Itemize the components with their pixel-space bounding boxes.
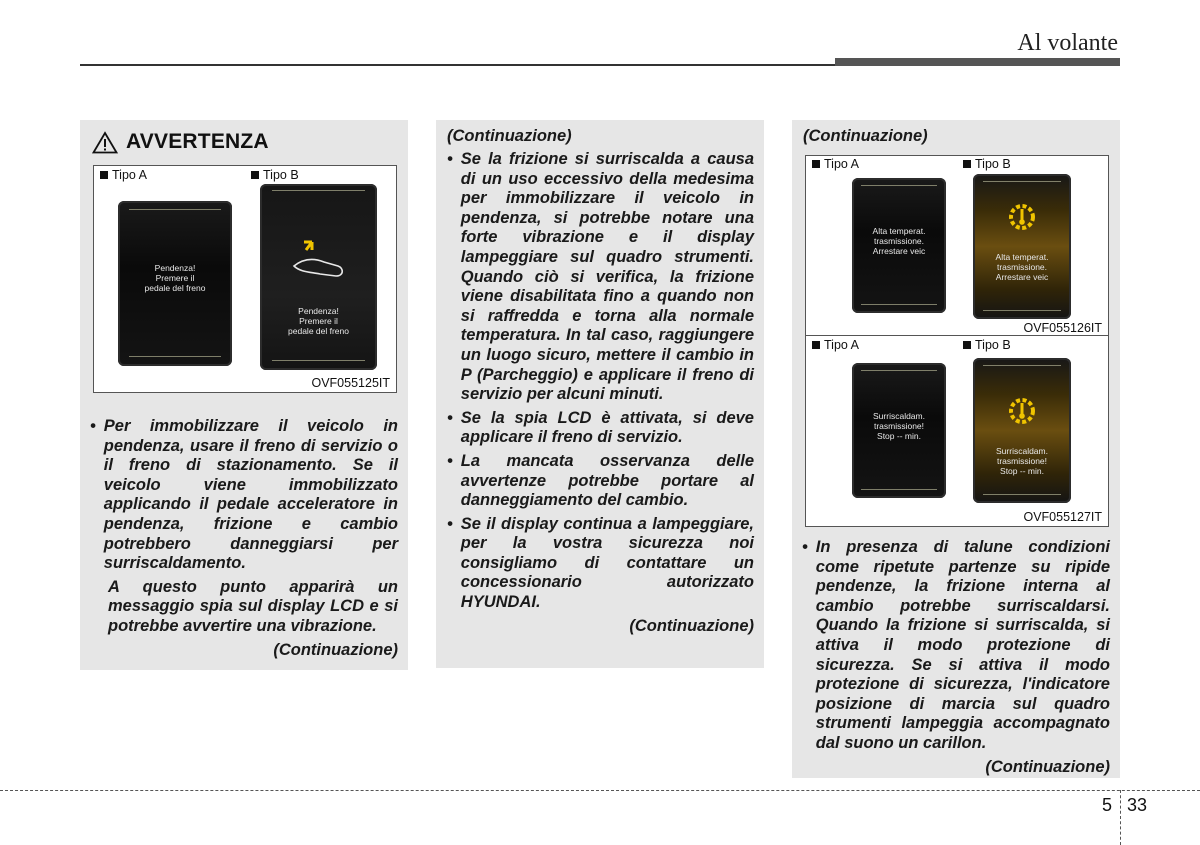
figure-label-tipo-a: Tipo A <box>812 157 859 171</box>
section-number: 5 <box>1102 795 1113 815</box>
figure-pendenza <box>93 165 397 393</box>
figure-surriscaldamento <box>805 335 1109 527</box>
figure-label-tipo-a: Tipo A <box>812 338 859 352</box>
list-item: • Per immobilizzare il veicolo in pendenza, usare il freno di servizio o il freno di stazionamento. Se il veicolo viene immobilizzato applicando il pedale acceleratore in pendenza, frizione e cambio potrebbero danneggiarsi per surriscaldamento. <box>90 417 398 573</box>
transmission-temperature-icon <box>1007 396 1037 426</box>
lcd-screen-tipo-a <box>118 201 232 366</box>
continuation-panel-3 <box>792 120 1120 778</box>
lcd-message: Pendenza! Premere il pedale del freno <box>144 263 206 293</box>
continuation-panel-2 <box>436 120 764 668</box>
lcd-screen-tipo-b <box>260 184 377 370</box>
continued-label: (Continuazione) <box>629 616 754 635</box>
list-item: • In presenza di talune condizioni come ripetute partenze su ripide pendenze, la frizione interna al cambio potrebbe surriscaldarsi. Quando la frizione si surriscalda, si attiva il modo protezione di sicurezza. Se si attiva il modo protezione di sicurezza, l'indicatore posizione di marcia sul quadro strumenti lampeggia accompagnato dal suono un carillon. <box>802 538 1110 752</box>
warning-panel <box>80 120 408 670</box>
lcd-message: Alta temperat. trasmissione. Arrestare veic <box>995 252 1049 282</box>
list-item: • Se la spia LCD è attivata, si deve applicare il freno di servizio. <box>447 408 754 447</box>
panel1-text <box>90 417 398 660</box>
footer-rule <box>0 790 1200 791</box>
continued-heading: (Continuazione) <box>447 127 572 145</box>
footer-divider <box>1120 790 1121 845</box>
list-item: • La mancata osservanza delle avvertenze potrebbe portare al danneggiamento del cambio. <box>447 451 754 510</box>
figure-code: OVF055127IT <box>1023 510 1102 524</box>
panel3-text <box>802 538 1110 777</box>
lcd-screen-tipo-a <box>852 363 946 498</box>
continued-label: (Continuazione) <box>273 640 398 659</box>
transmission-temperature-icon <box>1007 202 1037 232</box>
warning-heading <box>92 130 269 154</box>
page-number: 33 <box>1127 795 1148 815</box>
lcd-screen-tipo-a <box>852 178 946 313</box>
figure-alta-temperatura <box>805 155 1109 337</box>
lcd-screen-tipo-b <box>973 174 1071 319</box>
figure-label-tipo-b: Tipo B <box>963 157 1011 171</box>
running-header-title: Al volante <box>1017 30 1118 56</box>
figure-label-tipo-a: Tipo A <box>100 168 147 182</box>
lcd-message: Pendenza! Premere il pedale del freno <box>288 306 349 336</box>
list-item: • Se la frizione si surriscalda a causa di un uso eccessivo della medesima per immobilizzare il veicolo in pendenza, si potrebbe notare una forte vibrazione e il display lampeggiare sul quadro strumenti. Quando ciò si verifica, la frizione viene disabilitata fino a quando non si raffredda e torna alla normale temperatura. In tal caso, raggiungere un luogo sicuro, mettere il cambio in P (Parcheggio) e applicare il freno di servizio per alcuni minuti. <box>447 150 754 404</box>
figure-code: OVF055126IT <box>1023 321 1102 335</box>
lcd-message: Surriscaldam. trasmissione! Stop -- min. <box>996 446 1048 476</box>
figure-label-tipo-b: Tipo B <box>251 168 299 182</box>
continued-heading: (Continuazione) <box>803 127 928 145</box>
header-accent-bar <box>835 58 1120 66</box>
panel2-text <box>447 150 754 636</box>
continued-label: (Continuazione) <box>985 757 1110 776</box>
figure-label-tipo-b: Tipo B <box>963 338 1011 352</box>
warning-title: AVVERTENZA <box>126 130 269 153</box>
lcd-message: Alta temperat. trasmissione. Arrestare veic <box>872 226 926 256</box>
lcd-message: Surriscaldam. trasmissione! Stop -- min. <box>873 411 925 441</box>
list-item: • Se il display continua a lampeggiare, per la vostra sicurezza noi consigliamo di contattare un concessionario autorizzato HYUNDAI. <box>447 514 754 612</box>
figure-code: OVF055125IT <box>311 376 390 390</box>
paragraph: A questo punto apparirà un messaggio spia sul display LCD e si potrebbe avvertire una vibrazione. <box>108 577 398 635</box>
warning-triangle-icon <box>92 131 118 154</box>
brake-pedal-icon <box>290 236 350 286</box>
lcd-screen-tipo-b <box>973 358 1071 503</box>
